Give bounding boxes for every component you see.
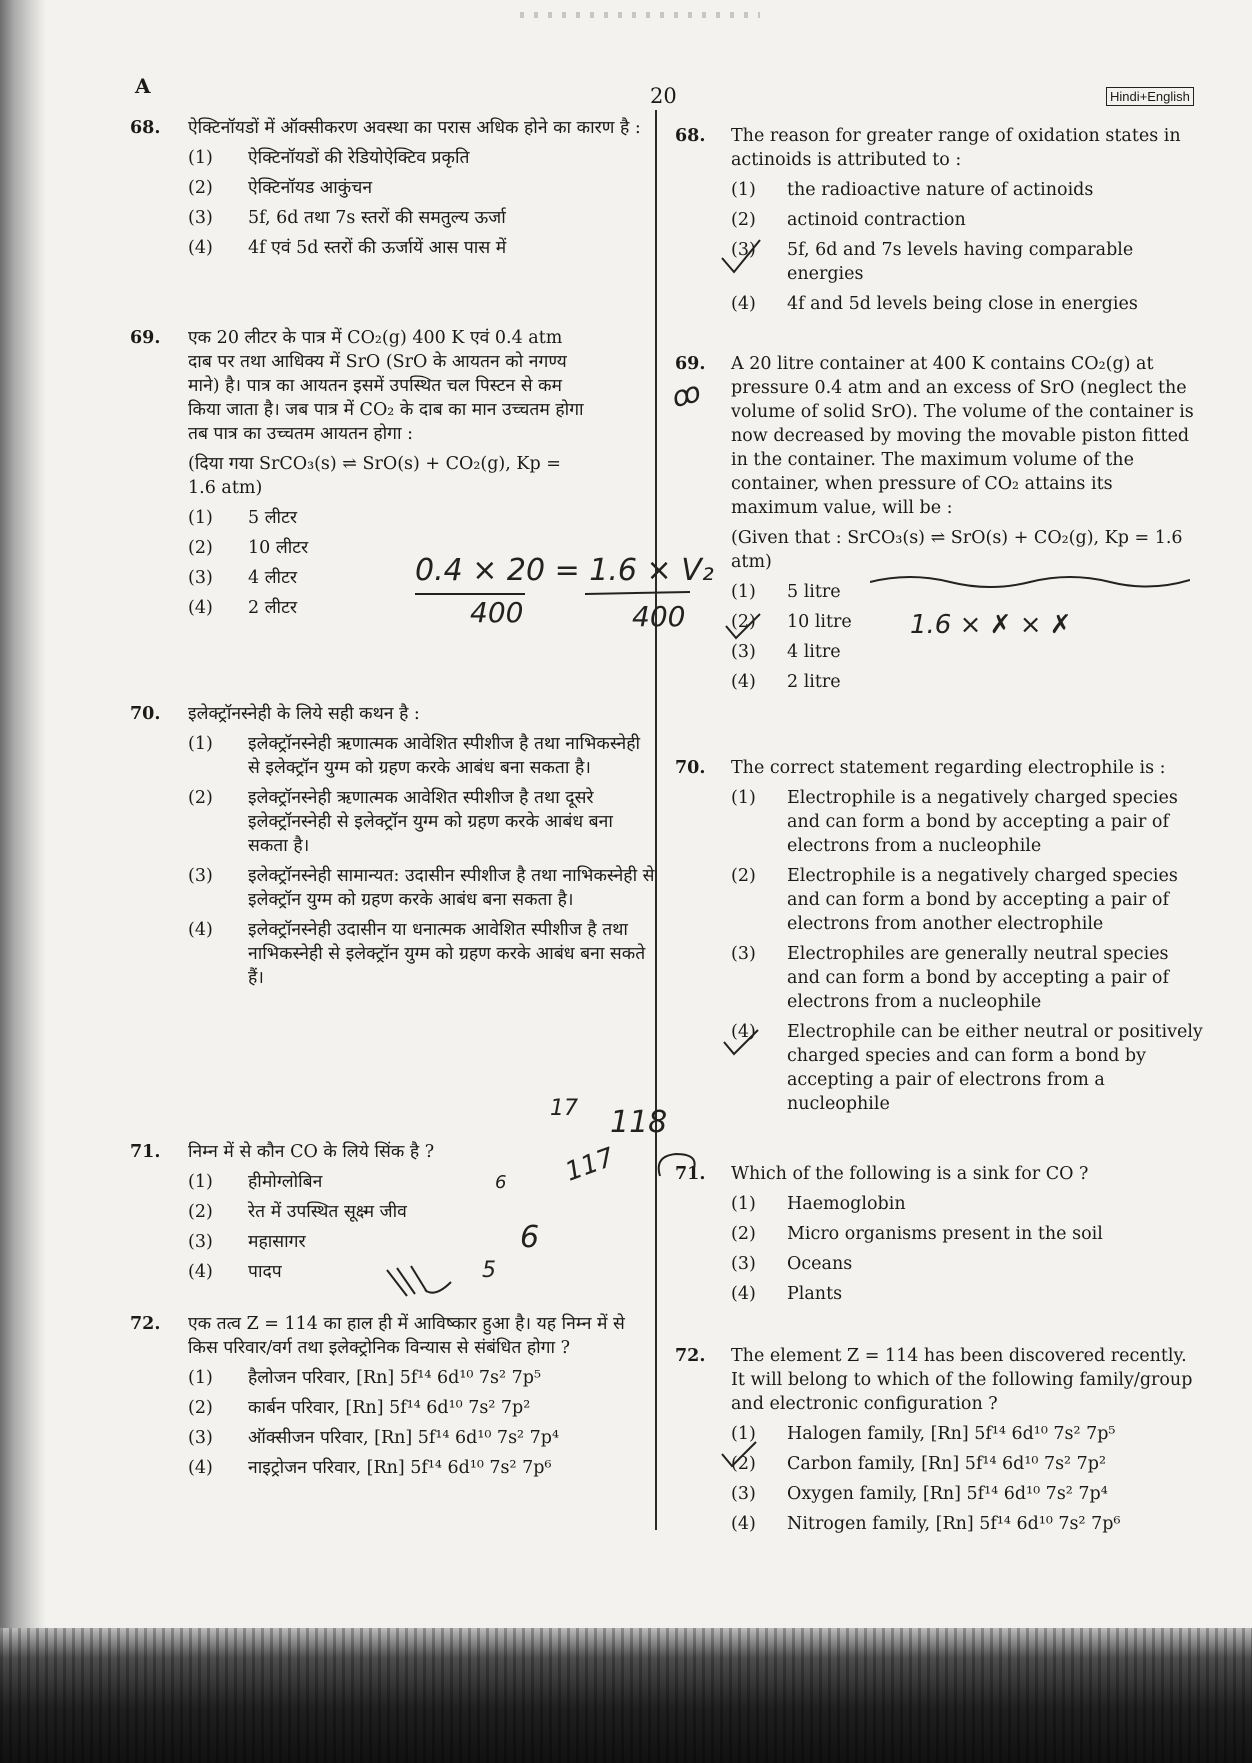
option: (3) 4 लीटर [188,568,298,588]
option: (2) 10 litre [731,612,852,632]
option: (2) 10 लीटर [188,538,309,558]
option: (4) 4f and 5d levels being close in energies [731,294,1138,314]
question-text: The element Z = 114 has been discovered recently. It will belong to which of the following family/group and electronic configuration ? [731,1346,1193,1414]
option: (3) 4 litre [731,642,841,662]
question-text: एक तत्व Z = 114 का हाल ही में आविष्कार हुआ है। यह निम्न में से किस परिवार/वर्ग तथा इलेक्ट्रोनिक विन्यास से संबंधित होगा ? [188,1314,625,1358]
option: (4) इलेक्ट्रॉनस्नेही उदासीन या धनात्मक आवेशित स्पीशीज है तथा नाभिकस्नेही से इलेक्ट्रॉन युग्म को ग्रहण करके आबंध बना सकते हैं। [188,920,646,988]
question-number: 71. [130,1142,161,1162]
option: (1) 5 litre [731,582,841,602]
option: (4) नाइट्रोजन परिवार, [Rn] 5f¹⁴ 6d¹⁰ 7s² 7p⁶ [188,1458,552,1478]
question-number: 71. [675,1164,706,1184]
option: (1) Haemoglobin [731,1194,906,1214]
option: (1) ऐक्टिनॉयडों की रेडियोऐक्टिव प्रकृति [188,148,470,168]
options [130,732,655,990]
scan-bottom-edge [0,1628,1252,1763]
option: (3) Electrophiles are generally neutral species and can form a bond by accepting a pair of electrons from a nucleophile [731,944,1169,1012]
option: (1) हीमोग्लोबिन [188,1172,323,1192]
option: (4) 4f एवं 5d स्तरों की ऊर्जायें आस पास में [188,238,507,258]
scan-top-noise [520,12,760,18]
option: (1) Halogen family, [Rn] 5f¹⁴ 6d¹⁰ 7s² 7p⁵ [731,1424,1116,1444]
set-code: A [135,74,151,98]
question-number: 68. [675,126,706,146]
handwritten-scribble [385,1262,455,1302]
question-number: 69. [130,328,161,348]
given-data: (दिया गया SrCO₃(s) ⇌ SrO(s) + CO₂(g), Kp = 1.6 atm) [188,454,561,498]
circle-mark-icon [654,1152,700,1178]
handwritten-tally: 5 [482,1258,496,1283]
handwritten-margin-note: ꝏ [668,374,705,415]
option: (4) 2 लीटर [188,598,298,618]
question-number: 72. [130,1314,161,1334]
option: (4) 2 litre [731,672,841,692]
question-70-hindi [130,702,655,996]
handwritten-tally: 6 [495,1172,507,1193]
handwritten-tally: 117 [561,1142,619,1188]
option: (4) Electrophile can be either neutral or positively charged species and can form a bond by accepting a pair of electrons from a nucleophile [731,1022,1203,1114]
handwritten-underline-squiggle [870,570,1190,592]
question-69-hindi [130,326,655,626]
option: (3) Oxygen family, [Rn] 5f¹⁴ 6d¹⁰ 7s² 7p⁴ [731,1484,1108,1504]
check-mark-icon [724,612,764,642]
page-number: 20 [650,84,677,108]
question-68-english [675,124,1205,322]
option: (3) 5f, 6d and 7s levels having comparable energies [731,240,1134,284]
question-text: ऐक्टिनॉयडों में ऑक्सीकरण अवस्था का परास अधिक होने का कारण है : [188,118,641,138]
check-mark-icon [722,1028,762,1058]
options [130,146,655,260]
handwritten-denominator-right: 400 [632,600,686,633]
given-data: (Given that : SrCO₃(s) ⇌ SrO(s) + CO₂(g), Kp = 1.6 atm) [731,528,1183,572]
column-divider [655,110,657,1530]
question-number: 72. [675,1346,706,1366]
question-70-english [675,756,1205,1122]
handwritten-tally: 118 [610,1105,668,1140]
question-71-english [675,1162,1205,1312]
question-69-english [675,352,1205,700]
option: (1) हैलोजन परिवार, [Rn] 5f¹⁴ 6d¹⁰ 7s² 7p⁵ [188,1368,541,1388]
option: (3) इलेक्ट्रॉनस्नेही सामान्यत: उदासीन स्पीशीज है तथा नाभिकस्नेही से इलेक्ट्रॉन युग्म को ग्रहण करके आबंध बना सकता है। [188,866,655,910]
option: (2) Micro organisms present in the soil [731,1224,1103,1244]
question-text: Which of the following is a sink for CO ? [731,1164,1089,1184]
question-text: The reason for greater range of oxidation states in actinoids is attributed to : [731,126,1181,170]
option: (2) इलेक्ट्रॉनस्नेही ऋणात्मक आवेशित स्पीशीज है तथा दूसरे इलेक्ट्रॉनस्नेही से इलेक्ट्रॉन युग्म को ग्रहण करके आबंध बना सकता है। [188,788,613,856]
handwritten-denominator: 400 [470,596,524,629]
language-badge: Hindi+English [1106,87,1194,106]
option: (4) पादप [188,1262,282,1282]
check-mark-icon [720,238,780,274]
options [130,506,655,620]
option: (2) रेत में उपस्थित सूक्ष्म जीव [188,1202,407,1222]
question-number: 68. [130,118,161,138]
option: (3) ऑक्सीजन परिवार, [Rn] 5f¹⁴ 6d¹⁰ 7s² 7p⁴ [188,1428,559,1448]
question-number: 69. [675,354,706,374]
handwritten-tally: 6 [520,1220,540,1255]
option: (2) कार्बन परिवार, [Rn] 5f¹⁴ 6d¹⁰ 7s² 7p² [188,1398,531,1418]
question-text: A 20 litre container at 400 K contains CO₂(g) at pressure 0.4 atm and an excess of SrO (neglect the volume of solid SrO). The volume of the container is now decreased by moving the movable piston fitted in the container. The maximum volume of the container, when pressure of CO₂ attains its maximum value, will be : [731,354,1194,518]
question-68-hindi [130,116,655,266]
question-number: 70. [675,758,706,778]
question-number: 70. [130,704,161,724]
scan-left-edge [0,0,46,1763]
option: (1) the radioactive nature of actinoids [731,180,1094,200]
option: (1) 5 लीटर [188,508,298,528]
handwritten-calc-right: 1.6 × ✗ × ✗ [910,610,1072,640]
check-mark-icon [720,1440,760,1470]
question-72-hindi [130,1312,655,1486]
option: (3) Oceans [731,1254,853,1274]
handwritten-tally: 17 [550,1096,578,1121]
option: (3) 5f, 6d तथा 7s स्तरों की समतुल्य ऊर्जा [188,208,506,228]
question-text: एक 20 लीटर के पात्र में CO₂(g) 400 K एवं 0.4 atm दाब पर तथा आधिक्य में SrO (SrO के आयतन को नगण्य माने) है। पात्र का आयतन इसमें उपस्थित चल पिस्टन से कम किया जाता है। जब पात्र में CO₂ के दाब का मान उच्चतम होगा तब पात्र का उच्चतम आयतन होगा : [188,328,584,444]
options [675,1192,1205,1306]
option: (1) इलेक्ट्रॉनस्नेही ऋणात्मक आवेशित स्पीशीज है तथा नाभिकस्नेही से इलेक्ट्रॉन युग्म को ग्रहण करके आबंध बना सकता है। [188,734,641,778]
handwritten-calc: 0.4 × 20 = 1.6 × V₂ [415,553,714,588]
question-text: इलेक्ट्रॉनस्नेही के लिये सही कथन है : [188,704,420,724]
handwritten-fraction-line [415,590,695,598]
option: (4) Plants [731,1284,843,1304]
options [130,1366,655,1480]
option: (2) Electrophile is a negatively charged species and can form a bond by accepting a pair of electrons from another electrophile [731,866,1178,934]
options [675,786,1205,1116]
option: (2) actinoid contraction [731,210,966,230]
question-text: निम्न में से कौन CO के लिये सिंक है ? [188,1142,435,1162]
option: (3) महासागर [188,1232,306,1252]
question-text: The correct statement regarding electrophile is : [731,758,1166,778]
option: (2) Carbon family, [Rn] 5f¹⁴ 6d¹⁰ 7s² 7p² [731,1454,1106,1474]
option: (4) Nitrogen family, [Rn] 5f¹⁴ 6d¹⁰ 7s² 7p⁶ [731,1514,1121,1534]
option: (1) Electrophile is a negatively charged species and can form a bond by accepting a pair of electrons from a nucleophile [731,788,1178,856]
option: (2) ऐक्टिनॉयड आकुंचन [188,178,373,198]
